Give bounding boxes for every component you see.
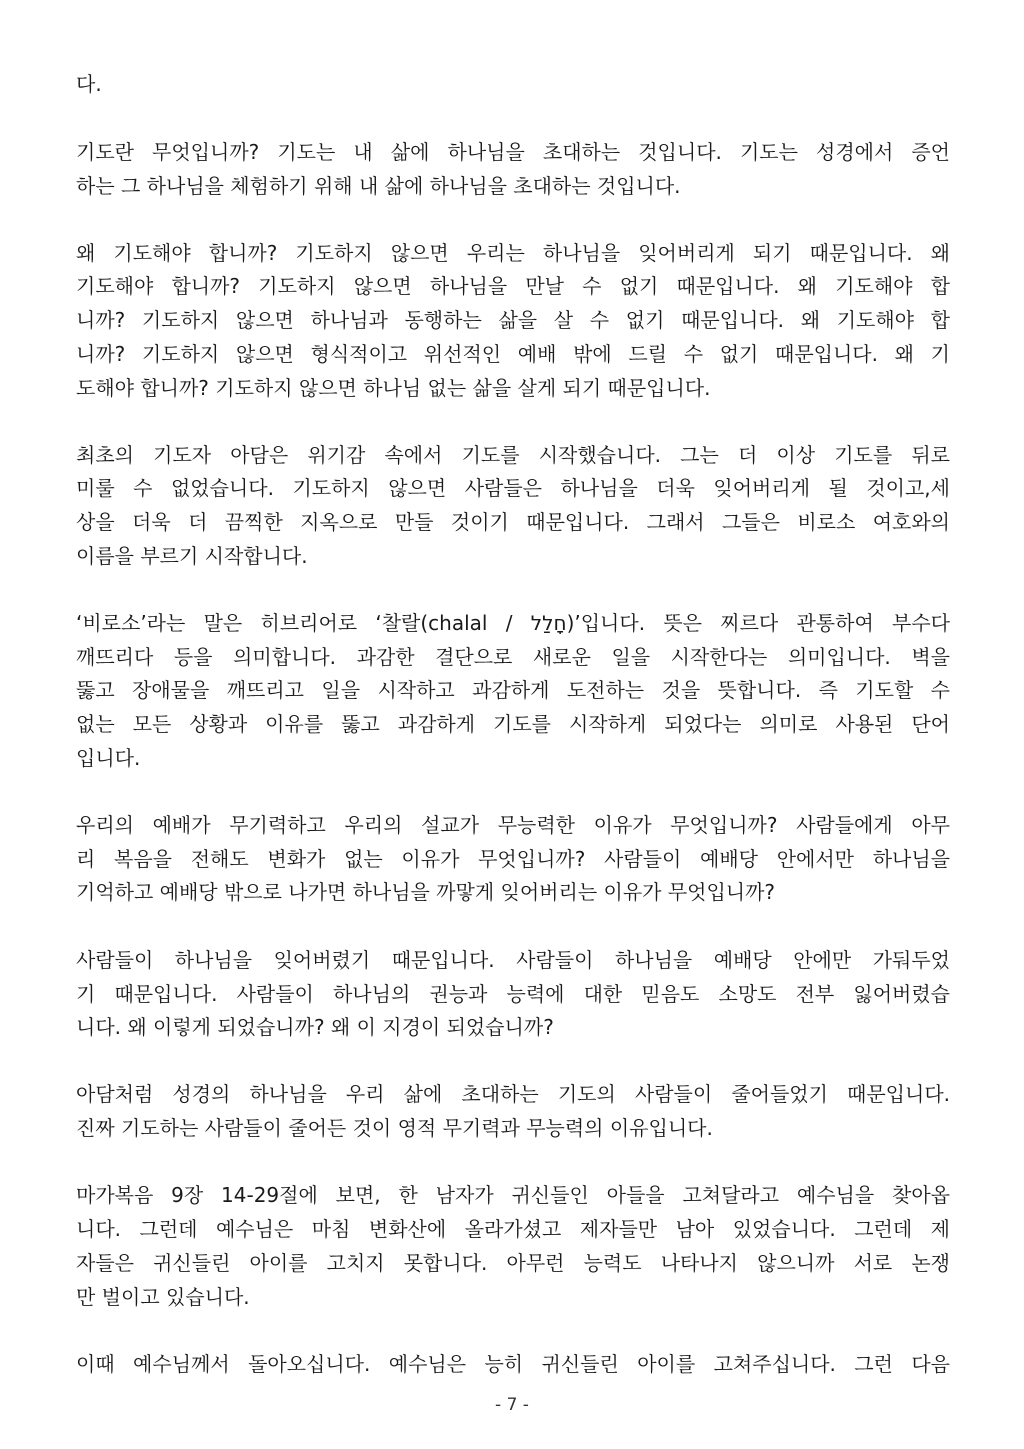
text-line: 아담처럼 성경의 하나님을 우리 삶에 초대하는 기도의 사람들이 줄어들었기 때문입니다. (76, 1082, 950, 1106)
text-line: 다. (76, 72, 102, 96)
text-line: 마가복음 9장 14-29절에 보면, 한 남자가 귀신들인 아들을 고쳐달라고 예수님을 찾아옵 (76, 1183, 950, 1207)
text-line: ‘비로소’라는 말은 히브리어로 ‘찰랄(chalal / חָלַל)’입니다. 뜻은 찌르다 관통하여 부수다 (76, 611, 950, 635)
text-line: 자들은 귀신들린 아이를 고치지 못합니다. 아무런 능력도 나타나지 않으니까 서로 논쟁 (76, 1251, 950, 1275)
text-line: 만 벌이고 있습니다. (76, 1285, 250, 1309)
text-line: 리 복음을 전해도 변화가 없는 이유가 무엇입니까? 사람들이 예배당 안에서만 하나님을 (76, 847, 950, 871)
text-line: 최초의 기도자 아담은 위기감 속에서 기도를 시작했습니다. 그는 더 이상 기도를 뒤로 (76, 443, 950, 467)
text-line: 뚫고 장애물을 깨뜨리고 일을 시작하고 과감하게 도전하는 것을 뜻합니다. 즉 기도할 수 (76, 678, 950, 702)
text-line: 이름을 부르기 시작합니다. (76, 544, 308, 568)
text-line: 미룰 수 없었습니다. 기도하지 않으면 사람들은 하나님을 더욱 잊어버리게 될 것이고,세 (76, 476, 950, 500)
text-line: 상을 더욱 더 끔찍한 지옥으로 만들 것이기 때문입니다. 그래서 그들은 비로소 여호와의 (76, 510, 950, 534)
text-line: 기억하고 예배당 밖으로 나가면 하나님을 까맣게 잊어버리는 이유가 무엇입니까? (76, 880, 776, 904)
text-line: 기도해야 합니까? 기도하지 않으면 하나님을 만날 수 없기 때문입니다. 왜 기도해야 합 (76, 274, 950, 298)
text-line: 기도란 무엇입니까? 기도는 내 삶에 하나님을 초대하는 것입니다. 기도는 성경에서 증언 (76, 140, 950, 164)
text-line: 입니다. (76, 746, 141, 770)
text-line: 니다. 그런데 예수님은 마침 변화산에 올라가셨고 제자들만 남아 있었습니다. 그런데 제 (76, 1217, 950, 1241)
text-line: 우리의 예배가 무기력하고 우리의 설교가 무능력한 이유가 무엇입니까? 사람들에게 아무 (76, 813, 950, 837)
text-line: 진짜 기도하는 사람들이 줄어든 것이 영적 무기력과 무능력의 이유입니다. (76, 1116, 713, 1140)
text-line: 없는 모든 상황과 이유를 뚫고 과감하게 기도를 시작하게 되었다는 의미로 사용된 단어 (76, 712, 950, 736)
text-line: 니까? 기도하지 않으면 하나님과 동행하는 삶을 살 수 없기 때문입니다. 왜 기도해야 합 (76, 308, 950, 332)
text-line: 기 때문입니다. 사람들이 하나님의 권능과 능력에 대한 믿음도 소망도 전부 잃어버렸습 (76, 982, 950, 1006)
text-line: 하는 그 하나님을 체험하기 위해 내 삶에 하나님을 초대하는 것입니다. (76, 174, 681, 198)
page-number: - 7 - (495, 1395, 529, 1415)
text-line: 깨뜨리다 등을 의미합니다. 과감한 결단으로 새로운 일을 시작한다는 의미입니다. 벽을 (76, 645, 950, 669)
text-line: 니다. 왜 이렇게 되었습니까? 왜 이 지경이 되었습니까? (76, 1015, 554, 1039)
text-line: 이때 예수님께서 돌아오십니다. 예수님은 능히 귀신들린 아이를 고쳐주십니다. 그런 다음 (76, 1352, 950, 1376)
text-line: 니까? 기도하지 않으면 형식적이고 위선적인 예배 밖에 드릴 수 없기 때문입니다. 왜 기 (76, 342, 950, 366)
text-line: 도해야 합니까? 기도하지 않으면 하나님 없는 삶을 살게 되기 때문입니다. (76, 376, 711, 400)
text-line: 왜 기도해야 합니까? 기도하지 않으면 우리는 하나님을 잊어버리게 되기 때문입니다. 왜 (76, 241, 950, 265)
text-line: 사람들이 하나님을 잊어버렸기 때문입니다. 사람들이 하나님을 예배당 안에만 가둬두었 (76, 948, 950, 972)
